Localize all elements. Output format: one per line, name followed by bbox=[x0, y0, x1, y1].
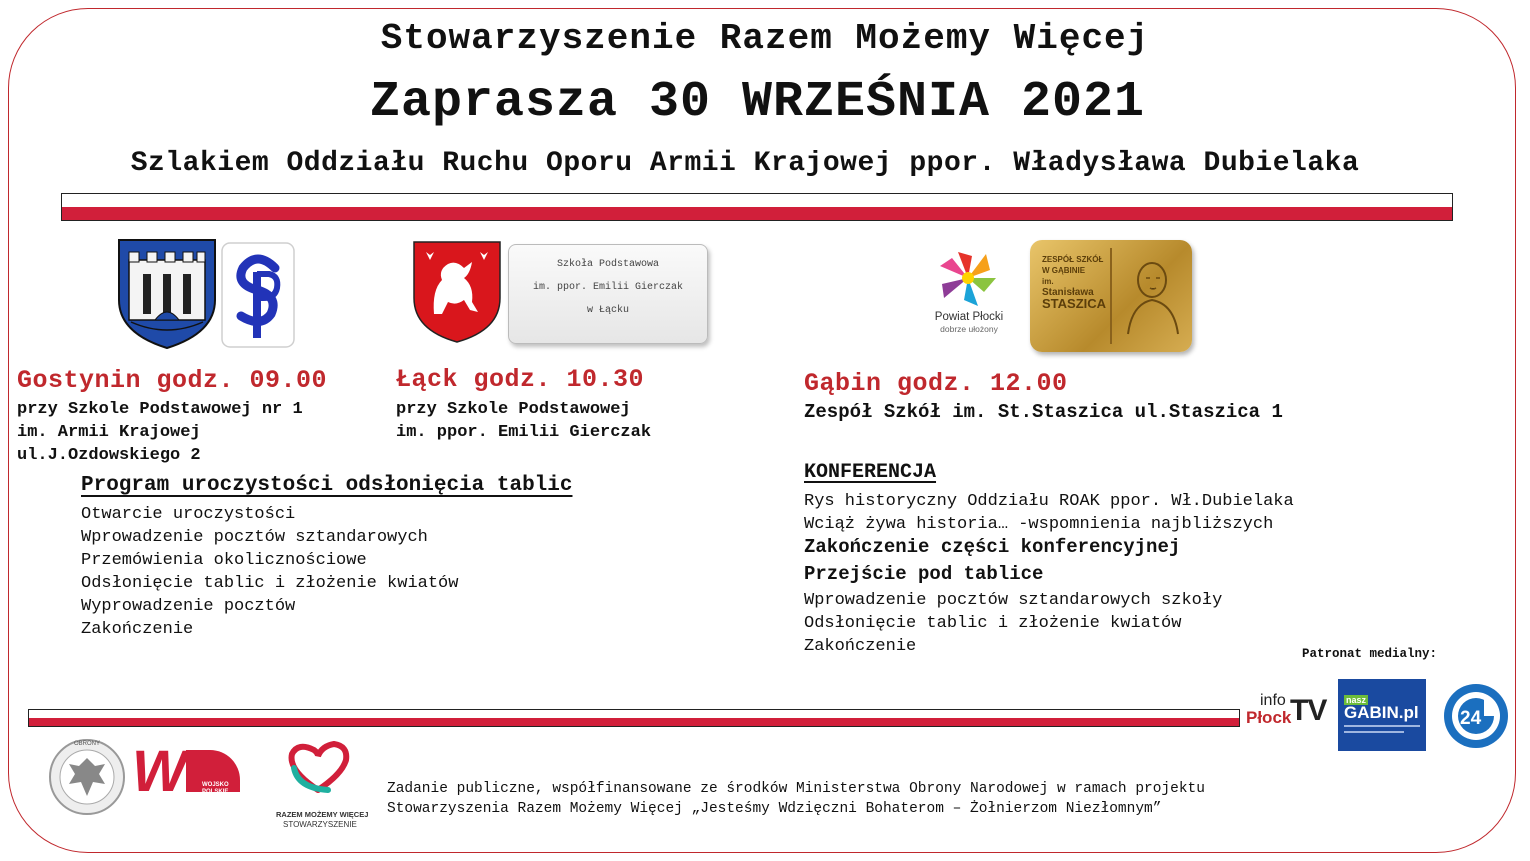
powiat-plocki-logo-icon bbox=[938, 248, 998, 308]
book-line-5: STASZICA bbox=[1042, 296, 1107, 311]
wojsko-polskie-logo: W WOJSKO POLSKIE bbox=[132, 744, 244, 804]
lack-address-line: im. ppor. Emilii Gierczak bbox=[396, 423, 652, 442]
infoplock-tv-logo bbox=[1246, 690, 1330, 734]
mon-seal-icon bbox=[48, 738, 126, 816]
lack-crest-icon bbox=[412, 240, 502, 344]
sp-school-logo-icon bbox=[221, 242, 295, 348]
conference-item: Rys historyczny Oddziału ROAK ppor. Wł.Dubielaka bbox=[804, 492, 1294, 511]
infoplock-info: info bbox=[1260, 692, 1286, 709]
invitation-date: Zaprasza 30 WRZEŚNIA 2021 bbox=[369, 74, 1146, 131]
infoplock-tv: TV bbox=[1290, 694, 1327, 727]
footer-line-2: Stowarzyszenia Razem Możemy Więcej „Jesteśmy Wdzięczni Bohaterom – Żołnierzom Niezłomnym” bbox=[387, 801, 1162, 817]
organizer-title: Stowarzyszenie Razem Możemy Więcej bbox=[380, 18, 1150, 59]
book-line-1: ZESPÓŁ SZKÓŁ bbox=[1042, 255, 1104, 264]
conference-item: Wprowadzenie pocztów sztandarowych szkoły bbox=[804, 591, 1223, 610]
g24-label: 24 bbox=[1460, 708, 1482, 729]
footer-funding-note bbox=[387, 779, 1205, 819]
footer-line-1: Zadanie publiczne, współfinansowane ze środków Ministerstwa Obrony Narodowej w ramach projektu bbox=[387, 781, 1205, 797]
program-list bbox=[81, 503, 458, 641]
program-title: Program uroczystości odsłonięcia tablic bbox=[81, 474, 573, 497]
program-item: Zakończenie bbox=[81, 620, 194, 639]
conference-list-bold bbox=[804, 534, 1180, 588]
conference-title: KONFERENCJA bbox=[804, 461, 937, 484]
rmw-logo-sub: STOWARZYSZENIE bbox=[283, 820, 357, 829]
conference-item: Odsłonięcie tablic i złożenie kwiatów bbox=[804, 614, 1182, 633]
gostynin-time: Gostynin godz. 09.00 bbox=[17, 366, 328, 395]
nasz-gabin-name: GABIN.pl bbox=[1344, 703, 1419, 722]
staszic-school-book-emblem bbox=[1030, 240, 1192, 352]
staszic-portrait-icon bbox=[1118, 254, 1184, 338]
event-subtitle: Szlakiem Oddziału Ruchu Oporu Armii Krajowej ppor. Władysława Dubielaka bbox=[130, 148, 1360, 179]
gostynin-address bbox=[17, 398, 303, 467]
lack-time: Łąck godz. 10.30 bbox=[396, 365, 645, 394]
gostynin-address-line: im. Armii Krajowej bbox=[17, 423, 201, 442]
plaque-line-1: Szkoła Podstawowa bbox=[556, 259, 660, 270]
media-patronage-label: Patronat medialny: bbox=[1302, 647, 1438, 661]
conference-item: Wciąż żywa historia… -wspomnienia najbliższych bbox=[804, 515, 1274, 534]
rmw-logo-name: RAZEM MOŻEMY WIĘCEJ bbox=[276, 810, 369, 819]
program-item: Odsłonięcie tablic i złożenie kwiatów bbox=[81, 574, 459, 593]
book-line-3: im. bbox=[1042, 277, 1054, 286]
program-item: Otwarcie uroczystości bbox=[81, 505, 296, 524]
book-line-2: W GĄBINIE bbox=[1042, 266, 1086, 275]
top-flag-stripe bbox=[61, 193, 1453, 221]
gostynin-crest-icon bbox=[117, 238, 217, 350]
gabin-time: Gąbin godz. 12.00 bbox=[804, 369, 1068, 398]
conference-list-b bbox=[804, 589, 1222, 658]
program-item: Przemówienia okolicznościowe bbox=[81, 551, 367, 570]
infoplock-plock: Płock bbox=[1246, 708, 1292, 727]
mon-seal-text: OBRONY bbox=[74, 741, 101, 747]
wp-text-1: WOJSKO bbox=[202, 782, 229, 788]
lack-address-line: przy Szkole Podstawowej bbox=[396, 400, 631, 419]
gostynin-address-line: przy Szkole Podstawowej nr 1 bbox=[17, 400, 303, 419]
book-line-4: Stanisława bbox=[1042, 287, 1094, 298]
school-plaque-lack bbox=[508, 244, 708, 344]
program-item: Wprowadzenie pocztów sztandarowych bbox=[81, 528, 428, 547]
gostynin-address-line: ul.J.Ozdowskiego 2 bbox=[17, 446, 201, 465]
conference-item: Zakończenie bbox=[804, 637, 917, 656]
program-item: Wyprowadzenie pocztów bbox=[81, 597, 296, 616]
nasz-gabin-small: nasz bbox=[1346, 695, 1367, 705]
powiat-logo-tagline: dobrze ułożony bbox=[940, 324, 998, 334]
conference-item-bold: Zakończenie części konferencyjnej bbox=[804, 536, 1181, 558]
wp-text-2: POLSKIE bbox=[202, 789, 229, 795]
gabin-address: Zespół Szkół im. St.Staszica ul.Staszica 1 bbox=[804, 401, 1283, 423]
powiat-logo-name: Powiat Płocki bbox=[934, 311, 1004, 323]
conference-list-a bbox=[804, 490, 1294, 536]
nasz-gabin-logo bbox=[1338, 679, 1426, 751]
conference-item-bold: Przejście pod tablice bbox=[804, 563, 1044, 585]
lack-address bbox=[396, 398, 651, 444]
plaque-line-3: w Łącku bbox=[586, 305, 629, 316]
bottom-flag-stripe bbox=[28, 709, 1240, 727]
plaque-line-2: im. ppor. Emilii Gierczak bbox=[532, 282, 684, 293]
rmw-heart-logo-icon bbox=[284, 740, 352, 796]
